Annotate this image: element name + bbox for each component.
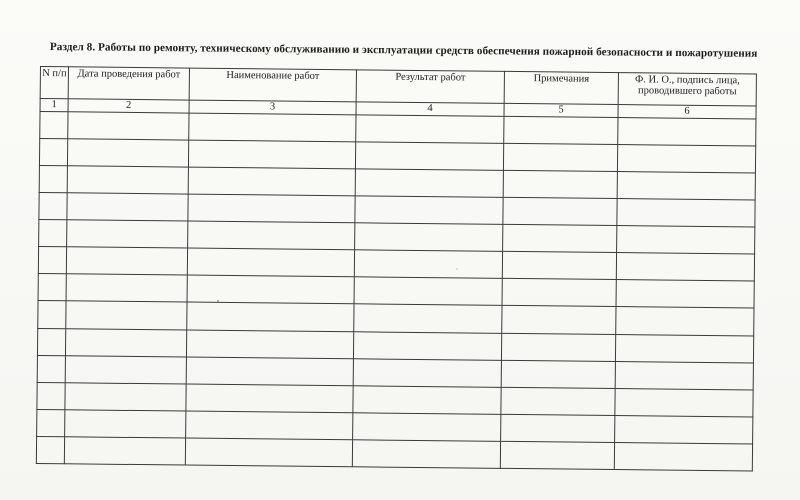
empty-cell (68, 112, 189, 140)
empty-cell (67, 139, 188, 167)
column-number: 2 (68, 99, 189, 113)
empty-cell (65, 409, 186, 437)
empty-cell (67, 193, 188, 221)
empty-cell (188, 221, 355, 250)
empty-cell (353, 385, 501, 414)
empty-cell (501, 360, 615, 388)
empty-cell (616, 280, 754, 309)
empty-cell (617, 199, 755, 228)
empty-cell (66, 301, 187, 329)
empty-cell (615, 415, 753, 444)
empty-cell (188, 140, 355, 169)
empty-cell (38, 247, 66, 274)
column-number: 3 (189, 100, 356, 115)
empty-cell (355, 196, 503, 225)
empty-cell (501, 333, 615, 361)
empty-cell (503, 198, 617, 226)
scan-speck (456, 268, 458, 270)
header-notes: Примечания (504, 71, 618, 104)
empty-cell (36, 436, 64, 464)
empty-cell (38, 301, 66, 328)
header-signature: Ф. И. О., подпись лица, проводившего работы (618, 73, 756, 106)
empty-cell (188, 194, 355, 223)
empty-cell (39, 220, 67, 247)
empty-cell (501, 387, 615, 415)
empty-cell (615, 361, 753, 390)
empty-cell (39, 166, 67, 193)
empty-cell (354, 304, 502, 333)
empty-cell (40, 112, 68, 139)
empty-cell (617, 172, 755, 201)
empty-cell (186, 357, 353, 386)
empty-cell (503, 143, 617, 171)
empty-cell (67, 220, 188, 248)
empty-cell (616, 307, 754, 336)
empty-cell (353, 358, 501, 387)
empty-cell (354, 277, 502, 306)
empty-cell (615, 334, 753, 363)
empty-cell (504, 116, 618, 144)
empty-cell (37, 382, 65, 409)
empty-cell (502, 279, 616, 307)
empty-cell (355, 142, 503, 171)
empty-cell (352, 440, 500, 469)
empty-cell (37, 409, 65, 436)
header-result: Результат работ (356, 70, 504, 104)
empty-cell (353, 331, 501, 360)
header-number: N п/п (40, 67, 68, 99)
empty-cell (187, 302, 354, 331)
empty-cell (355, 169, 503, 198)
empty-cell (64, 437, 185, 466)
empty-cell (503, 170, 617, 198)
empty-cell (66, 247, 187, 275)
empty-cell (188, 167, 355, 196)
column-number: 1 (40, 99, 68, 112)
works-log-table-wrapper (36, 66, 756, 471)
empty-cell (616, 253, 754, 282)
works-log-table (36, 66, 757, 471)
section-title: Раздел 8. Работы по ремонту, техническому обслуживанию и эксплуатации средств обеспечения пожарной безопасности и пожаротушения (49, 41, 758, 60)
header-work-name: Наименование работ (189, 68, 356, 102)
empty-cell (38, 274, 66, 301)
empty-cell (37, 355, 65, 382)
empty-cell (187, 275, 354, 304)
empty-cell (65, 382, 186, 410)
empty-cell (187, 248, 354, 277)
empty-cell (356, 115, 504, 144)
column-number: 6 (618, 105, 756, 119)
empty-cell (618, 118, 756, 147)
header-date: Дата проведения работ (68, 67, 189, 100)
empty-cell (353, 412, 501, 441)
empty-cell (614, 442, 752, 471)
empty-cell (502, 306, 616, 334)
empty-cell (615, 388, 753, 417)
empty-cell (501, 414, 615, 442)
empty-cell (617, 226, 755, 255)
empty-cell (65, 355, 186, 383)
empty-cell (617, 145, 755, 174)
scan-speck (217, 300, 219, 302)
empty-cell (355, 223, 503, 252)
empty-cell (65, 328, 186, 356)
empty-cell (185, 438, 352, 467)
empty-cell (500, 441, 614, 469)
empty-cell (37, 328, 65, 355)
empty-cell (186, 384, 353, 413)
empty-cell (354, 250, 502, 279)
empty-cell (39, 139, 67, 166)
empty-cell (189, 113, 356, 142)
empty-cell (186, 330, 353, 359)
empty-cell (503, 225, 617, 253)
column-number: 4 (356, 102, 504, 117)
empty-cell (39, 193, 67, 220)
empty-cell (67, 166, 188, 194)
empty-cell (186, 411, 353, 440)
column-number: 5 (504, 103, 618, 117)
empty-cell (66, 274, 187, 302)
empty-cell (502, 252, 616, 280)
